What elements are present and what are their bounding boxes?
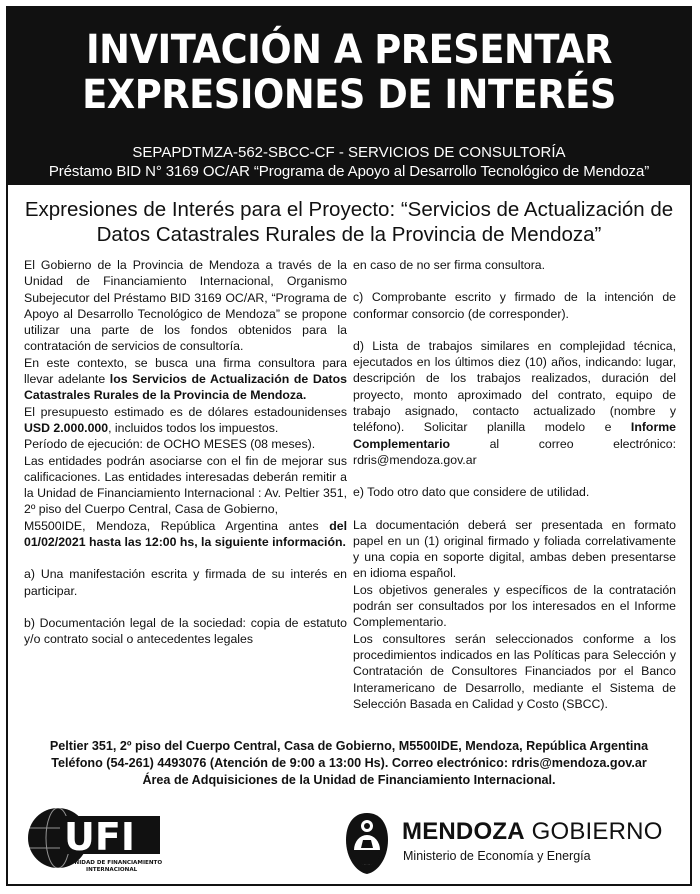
spacer (24, 599, 347, 615)
spacer (353, 468, 676, 484)
logos-row (8, 806, 690, 884)
budget-text: El presupuesto estimado es de dólares estadounidenses (24, 404, 347, 419)
header-banner (8, 8, 690, 185)
budget-amount: USD 2.000.000 (24, 420, 109, 435)
ufi-logo-text: UFI (64, 815, 135, 859)
item-b-continued: en caso de no ser firma consultora. (353, 258, 546, 272)
spacer (353, 501, 676, 517)
notice-frame (6, 6, 692, 886)
intro-paragraph: El Gobierno de la Provincia de Mendoza a través de la Unidad de Financiamiento Internacional, Organismo Subejecutor del Préstamo BID 3169 OC/AR, “Programa de Apoyo al Desarrollo Tecnológico de Mendoza” se propone utilizar una parte de los fondos obtenidos para la contratación de servicios de consultoría. (24, 258, 347, 354)
item-d-text: d) Lista de trabajos similares en complejidad técnica, ejecutados en los últimos diez (10) años, indicando: lugar, descripción de los trabajos realizados, duración del proyecto, monto aproximado del contrato, equipo de trabajo asignado, contacto actualizado (nombre y teléfono). Solicitar planilla modelo e (353, 338, 676, 435)
period-paragraph: Período de ejecución: de OCHO MESES (08 meses). (24, 437, 316, 452)
item-a: a) Una manifestación escrita y firmada de su interés en participar. (24, 567, 347, 598)
loan-line: Préstamo BID N° 3169 OC/AR “Programa de Apoyo al Desarrollo Tecnológico de Mendoza” (48, 163, 650, 180)
title-line-2: EXPRESIONES DE INTERÉS (82, 72, 616, 118)
budget-paragraph (24, 404, 347, 437)
mendoza-wordmark-regular: GOBIERNO (531, 818, 663, 845)
footer-phone: Teléfono (54-261) 4493076 (Atención de 9:00 a 13:00 Hs). Correo electrónico: rdris@mendoza.gov.ar (51, 756, 647, 770)
objectives-paragraph: Los objetivos generales y específicos de la contratación podrán ser consultados por los interesados en el Informe Complementario. (353, 582, 676, 630)
mendoza-wordmark (402, 818, 663, 846)
ufi-logo (24, 806, 164, 876)
reference-line: SEPAPDTMZA-562-SBCC-CF - SERVICIOS DE CONSULTORÍA (132, 144, 566, 161)
deadline-text: M5500IDE, Mendoza, República Argentina antes (24, 518, 330, 533)
project-title-line-1: Expresiones de Interés para el Proyecto: “Servicios de Actualización de (24, 198, 674, 221)
context-text: En este contexto, se busca una firma consultora para llevar adelante (24, 355, 347, 387)
item-c: c) Comprobante escrito y firmado de la intención de conformar consorcio (de corresponder). (353, 290, 676, 321)
title-line-1: INVITACIÓN A PRESENTAR (85, 27, 613, 73)
spacer (353, 273, 676, 289)
ufi-logo-subtitle-2: INTERNACIONAL (86, 867, 138, 873)
context-bold: los Servicios de Actualización de Datos Catastrales Rurales de la Provincia de Mendoza. (24, 372, 347, 403)
mendoza-coat-of-arms-icon (342, 810, 392, 876)
project-title-line-2: Datos Catastrales Rurales de la Provincia de Mendoza” (96, 223, 602, 246)
item-e: e) Todo otro dato que considere de utilidad. (353, 485, 590, 500)
item-d-bold: Informe Complementario (353, 420, 676, 451)
deadline-bold: del 01/02/2021 hasta las 12:00 hs, la siguiente información. (24, 518, 347, 550)
budget-text-end: , incluidos todos los impuestos. (108, 420, 279, 435)
body-columns (24, 257, 676, 712)
item-d (353, 338, 676, 468)
notice-title (35, 28, 662, 118)
selection-paragraph: Los consultores serán seleccionados conforme a los procedimientos indicados en las Políticas para Selección y Contratación de Consultores Financiados por el Banco Interamericano de Desarrollo, mediante el Sistema de Selección Basada en Calidad y Costo (SBCC). (353, 631, 676, 711)
contact-footer (8, 738, 690, 789)
documentation-paragraph: La documentación deberá ser presentada en formato papel en un (1) original firmado y foliada correlativamente y una copia en soporte digital, ambas deben presentarse en idioma español. (353, 517, 676, 581)
ministry-name: Ministerio de Economía y Energía (403, 849, 591, 863)
footer-address: Peltier 351, 2º piso del Cuerpo Central, Casa de Gobierno, M5500IDE, Mendoza, República Argentina (49, 739, 649, 753)
project-title (18, 197, 680, 247)
context-paragraph (24, 355, 347, 404)
item-d-email: al correo electrónico: rdris@mendoza.gov.ar (353, 436, 676, 467)
mendoza-wordmark-bold: MENDOZA (402, 818, 525, 845)
mendoza-gobierno-logo (342, 810, 682, 876)
spacer (353, 322, 676, 338)
right-column (353, 257, 676, 712)
deadline-paragraph (24, 518, 347, 551)
left-column (24, 257, 347, 712)
item-b: b) Documentación legal de la sociedad: copia de estatuto y/o contrato social o antecedentes legales (24, 615, 347, 647)
entities-paragraph: Las entidades podrán asociarse con el fin de mejorar sus calificaciones. Las entidades interesadas deberán remitir a la Unidad de Financiamiento Internacional : Av. Peltier 351, 2º piso del Cuerpo Central, Casa de Gobierno, (24, 453, 347, 517)
ufi-logo-subtitle-1: UNIDAD DE FINANCIAMIENTO (70, 860, 163, 866)
spacer (24, 550, 347, 566)
footer-area: Área de Adquisiciones de la Unidad de Financiamiento Internacional. (142, 773, 556, 787)
